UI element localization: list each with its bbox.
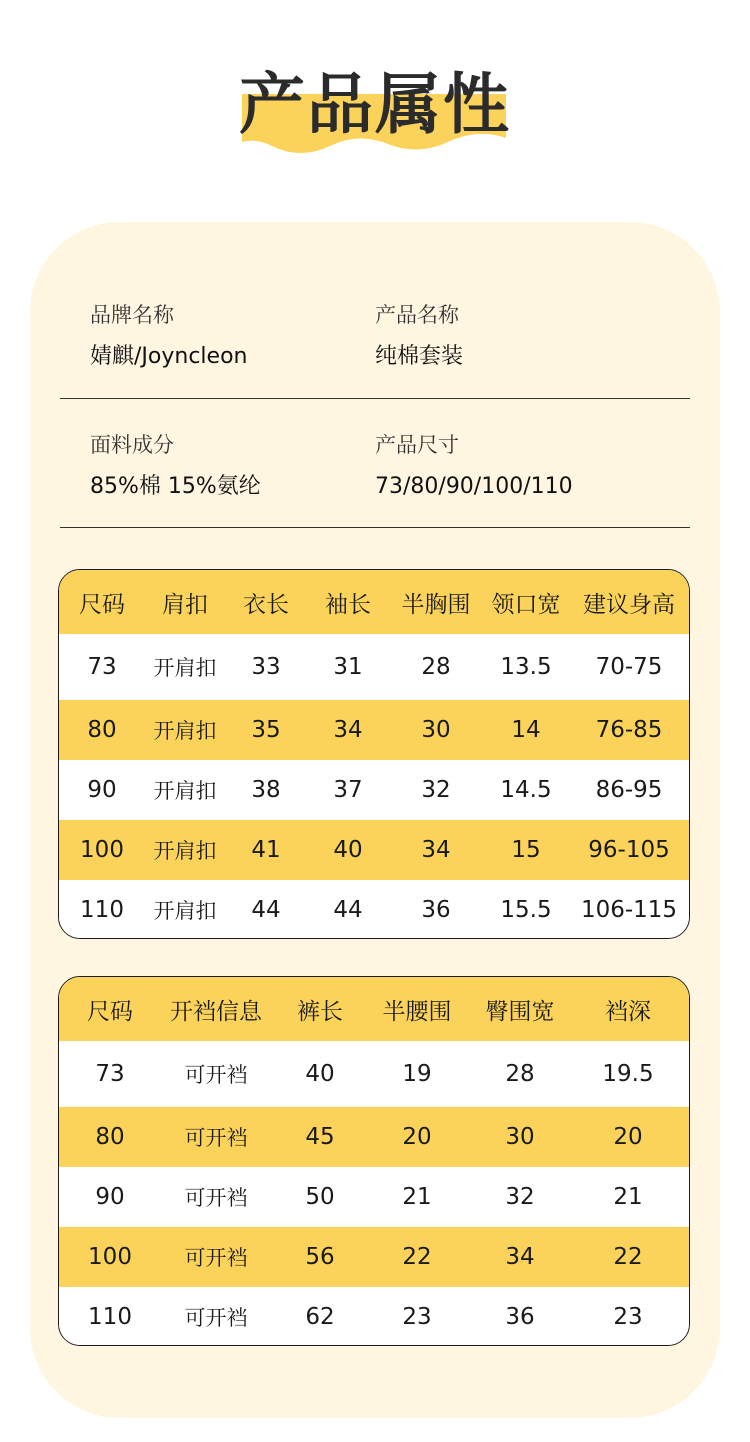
table-cell: 34 xyxy=(421,837,451,863)
table-cell: 开肩扣 xyxy=(153,839,217,863)
attribute-fabric xyxy=(90,430,261,502)
table-cell: 34 xyxy=(333,717,363,743)
header-cell: 衣长 xyxy=(243,591,289,618)
table-cell: 开肩扣 xyxy=(153,899,217,923)
divider xyxy=(60,527,690,528)
attribute-value: 纯棉套装 xyxy=(375,344,464,369)
table-cell: 106-115 xyxy=(580,897,678,923)
top-size-table xyxy=(58,569,690,939)
attribute-product-name xyxy=(375,300,463,372)
table-row xyxy=(59,1287,689,1346)
table-cell: 36 xyxy=(421,897,451,923)
table-row xyxy=(59,820,689,880)
table-cell: 86-95 xyxy=(595,777,663,803)
table-row xyxy=(59,1107,689,1167)
table-cell: 20 xyxy=(613,1124,643,1150)
table-header-row xyxy=(59,570,689,634)
table-cell: 23 xyxy=(402,1304,432,1330)
table-cell: 37 xyxy=(333,777,363,803)
attribute-value: 婧麒/Joyncleon xyxy=(90,344,248,369)
table-cell: 22 xyxy=(402,1244,432,1270)
table-cell: 38 xyxy=(251,777,281,803)
page-title: 产品属性 xyxy=(239,66,511,143)
table-cell: 28 xyxy=(505,1061,535,1087)
table-cell: 40 xyxy=(333,837,363,863)
table-cell: 28 xyxy=(421,654,451,680)
table-cell: 可开裆 xyxy=(184,1246,248,1270)
table-cell: 开肩扣 xyxy=(153,719,217,743)
table-row xyxy=(59,634,689,700)
table-cell: 可开裆 xyxy=(184,1063,248,1087)
table-cell: 70-75 xyxy=(595,654,663,680)
table-cell: 19.5 xyxy=(602,1061,654,1087)
attribute-brand xyxy=(90,300,247,372)
table-cell: 30 xyxy=(505,1124,535,1150)
table-cell: 可开裆 xyxy=(184,1126,248,1150)
table-cell: 可开裆 xyxy=(184,1186,248,1210)
table-cell: 110 xyxy=(80,897,124,923)
table-cell: 90 xyxy=(95,1184,125,1210)
header-cell: 领口宽 xyxy=(491,591,561,618)
table-cell: 开肩扣 xyxy=(153,656,217,680)
header-cell: 尺码 xyxy=(79,591,125,618)
table-row xyxy=(59,700,689,760)
table-cell: 可开裆 xyxy=(184,1306,248,1330)
table-cell: 23 xyxy=(613,1304,643,1330)
header-cell: 尺码 xyxy=(87,998,133,1025)
table-cell: 36 xyxy=(505,1304,535,1330)
header-cell: 开裆信息 xyxy=(170,998,262,1025)
table-cell: 13.5 xyxy=(500,654,552,680)
table-row xyxy=(59,1227,689,1287)
table-cell: 14 xyxy=(511,717,541,743)
table-cell: 90 xyxy=(87,777,117,803)
attribute-label: 产品尺寸 xyxy=(375,433,459,457)
table-row xyxy=(59,880,689,939)
table-cell: 15.5 xyxy=(500,897,552,923)
table-cell: 32 xyxy=(505,1184,535,1210)
table-cell: 80 xyxy=(87,717,117,743)
table-row xyxy=(59,1041,689,1107)
table-cell: 76-85 xyxy=(595,717,663,743)
header-cell: 半腰围 xyxy=(382,998,452,1025)
table-cell: 80 xyxy=(95,1124,125,1150)
header-cell: 肩扣 xyxy=(162,591,208,618)
table-cell: 44 xyxy=(333,897,363,923)
table-cell: 14.5 xyxy=(500,777,552,803)
table-cell: 73 xyxy=(87,654,117,680)
table-cell: 100 xyxy=(80,837,124,863)
table-cell: 40 xyxy=(305,1061,335,1087)
attribute-label: 面料成分 xyxy=(90,433,174,457)
table-cell: 30 xyxy=(421,717,451,743)
table-cell: 41 xyxy=(251,837,281,863)
header-cell: 臀围宽 xyxy=(485,998,555,1025)
attribute-label: 品牌名称 xyxy=(90,303,174,327)
table-cell: 22 xyxy=(613,1244,643,1270)
table-cell: 110 xyxy=(88,1304,132,1330)
header-cell: 建议身高 xyxy=(583,591,675,618)
attribute-value: 85%棉 15%氨纶 xyxy=(90,474,261,499)
table-cell: 20 xyxy=(402,1124,432,1150)
attribute-value: 73/80/90/100/110 xyxy=(375,474,573,499)
table-cell: 21 xyxy=(613,1184,643,1210)
attribute-size xyxy=(375,430,573,502)
header-cell: 半胸围 xyxy=(401,591,471,618)
pants-size-table xyxy=(58,976,690,1346)
table-row xyxy=(59,1167,689,1227)
table-cell: 15 xyxy=(511,837,541,863)
table-cell: 96-105 xyxy=(588,837,670,863)
table-cell: 19 xyxy=(402,1061,432,1087)
table-cell: 21 xyxy=(402,1184,432,1210)
header-cell: 裆深 xyxy=(605,998,651,1025)
table-cell: 73 xyxy=(95,1061,125,1087)
table-cell: 35 xyxy=(251,717,281,743)
table-cell: 45 xyxy=(305,1124,335,1150)
table-cell: 56 xyxy=(305,1244,335,1270)
table-cell: 34 xyxy=(505,1244,535,1270)
table-cell: 50 xyxy=(305,1184,335,1210)
table-cell: 31 xyxy=(333,654,363,680)
table-cell: 62 xyxy=(305,1304,335,1330)
divider xyxy=(60,398,690,399)
table-cell: 32 xyxy=(421,777,451,803)
table-cell: 开肩扣 xyxy=(153,779,217,803)
table-cell: 44 xyxy=(251,897,281,923)
table-row xyxy=(59,760,689,820)
title-section xyxy=(0,0,750,190)
table-cell: 33 xyxy=(251,654,281,680)
attribute-label: 产品名称 xyxy=(375,303,459,327)
table-cell: 100 xyxy=(88,1244,132,1270)
table-header-row xyxy=(59,977,689,1041)
header-cell: 裤长 xyxy=(297,998,343,1025)
header-cell: 袖长 xyxy=(325,591,371,618)
